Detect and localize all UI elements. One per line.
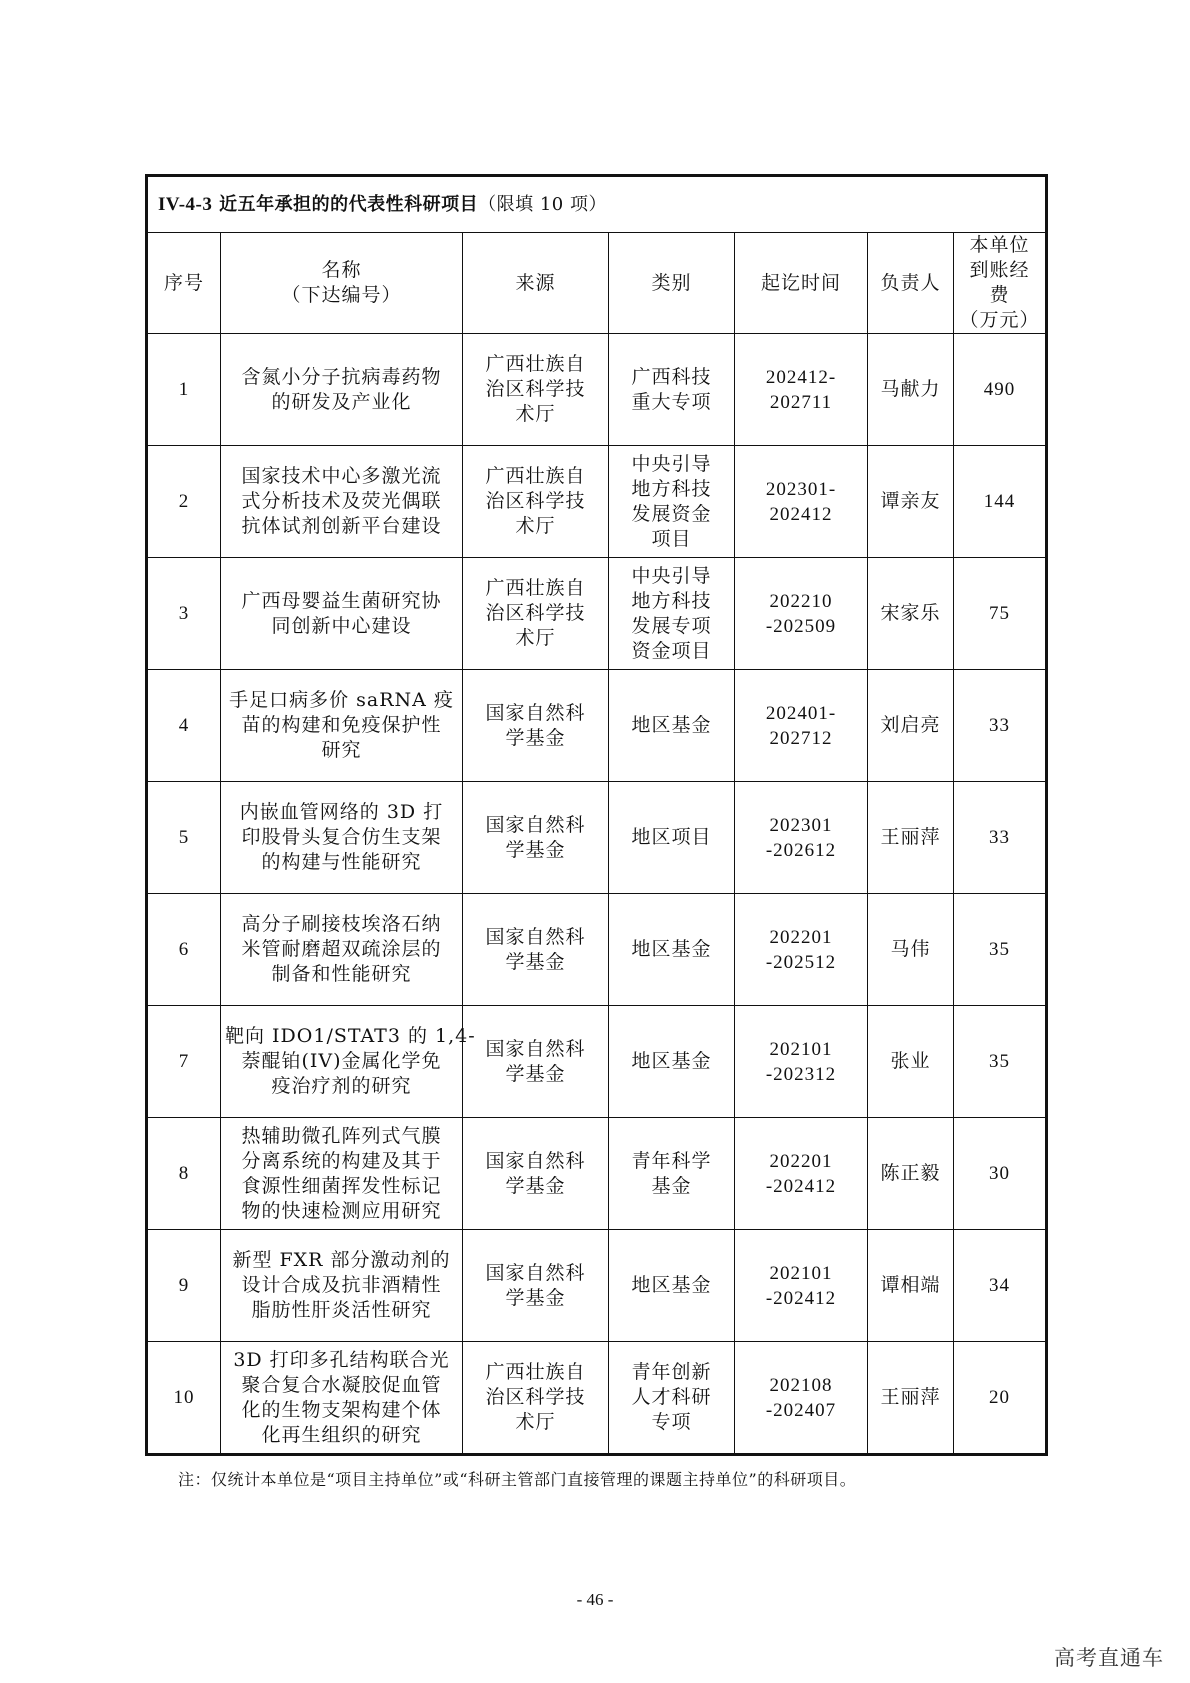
- cell-period: [735, 334, 868, 446]
- table-row: [147, 1230, 1047, 1342]
- cell-category: [609, 446, 735, 558]
- cell-name-line: 苗的构建和免疫保护性: [241, 714, 442, 736]
- cell-funds: 20: [954, 1342, 1047, 1455]
- cell-period: [735, 1006, 868, 1118]
- cell-period: [735, 1230, 868, 1342]
- cell-name-line: 物的快速检测应用研究: [241, 1199, 442, 1222]
- cell-period-line: 202108: [769, 1374, 833, 1396]
- header-name: [221, 233, 463, 334]
- cell-category-line: 资金项目: [631, 639, 712, 662]
- cell-leader: 张业: [868, 1006, 954, 1118]
- cell-name-line: 含氮小分子抗病毒药物: [241, 365, 442, 388]
- cell-source-line: 学基金: [505, 950, 566, 973]
- cell-period: [735, 782, 868, 894]
- cell-source-line: 国家自然科: [485, 813, 586, 836]
- cell-name-line: 广西母婴益生菌研究协: [241, 589, 442, 612]
- cell-period-line: -202509: [765, 615, 837, 637]
- cell-name-line: 设计合成及抗非酒精性: [241, 1274, 442, 1296]
- cell-index: 8: [147, 1118, 221, 1230]
- cell-name-line: 分离系统的构建及其于: [241, 1149, 442, 1172]
- header-period: 起讫时间: [735, 233, 868, 334]
- cell-period: [735, 894, 868, 1006]
- cell-name-line: 同创新中心建设: [271, 614, 412, 637]
- cell-source: [463, 1118, 609, 1230]
- cell-category-line: 地区基金: [631, 714, 712, 736]
- cell-source: [463, 1342, 609, 1455]
- cell-period-line: 202210: [769, 590, 833, 612]
- cell-category: [609, 670, 735, 782]
- cell-name-line: 研究: [321, 739, 362, 761]
- header-category: 类别: [609, 233, 735, 334]
- title-row: [147, 176, 1047, 233]
- table-row: [147, 670, 1047, 782]
- cell-category-line: 地区项目: [631, 826, 712, 848]
- cell-source: [463, 446, 609, 558]
- cell-category-line: 广西科技: [631, 365, 712, 388]
- cell-name: [221, 334, 463, 446]
- cell-period-line: 202412: [769, 503, 833, 525]
- cell-funds: 490: [954, 334, 1047, 446]
- cell-category-line: 专项: [651, 1411, 692, 1433]
- cell-period-line: 202201: [769, 1150, 833, 1172]
- cell-funds: 33: [954, 670, 1047, 782]
- cell-name-line: 3D 打印多孔结构联合光: [233, 1348, 450, 1371]
- cell-source: [463, 894, 609, 1006]
- header-index: 序号: [147, 233, 221, 334]
- cell-name: [221, 1342, 463, 1455]
- cell-category-line: 基金: [651, 1174, 692, 1197]
- cell-index: 7: [147, 1006, 221, 1118]
- cell-category: [609, 782, 735, 894]
- watermark: 高考直通车: [1054, 1646, 1164, 1670]
- cell-source-line: 广西壮族自: [485, 353, 586, 375]
- cell-funds: 35: [954, 894, 1047, 1006]
- cell-source-line: 治区科学技: [485, 378, 586, 400]
- table-row: [147, 558, 1047, 670]
- cell-category: [609, 1342, 735, 1455]
- cell-source-line: 广西壮族自: [485, 465, 586, 487]
- cell-name: [221, 1118, 463, 1230]
- cell-source-line: 学基金: [505, 1174, 566, 1197]
- cell-period-line: -202412: [765, 1287, 837, 1309]
- section-code: IV-4-3: [158, 194, 213, 215]
- cell-name-line: 的构建与性能研究: [261, 851, 422, 873]
- cell-name-line: 化再生组织的研究: [261, 1423, 422, 1446]
- cell-name-line: 疫治疗剂的研究: [271, 1075, 412, 1097]
- cell-period: [735, 446, 868, 558]
- cell-name-line: 内嵌血管网络的 3D 打: [239, 801, 444, 823]
- cell-source-line: 学基金: [505, 1062, 566, 1085]
- table-row: [147, 1006, 1047, 1118]
- cell-category-line: 发展资金: [631, 502, 712, 525]
- cell-source-line: 广西壮族自: [485, 1361, 586, 1383]
- footnote: 注：仅统计本单位是“项目主持单位”或“科研主管部门直接管理的课题主持单位”的科研项目。: [178, 1470, 857, 1489]
- cell-leader: 刘启亮: [868, 670, 954, 782]
- cell-category-line: 项目: [651, 527, 692, 550]
- cell-name-line: 式分析技术及荧光偶联: [241, 490, 442, 512]
- cell-index: 6: [147, 894, 221, 1006]
- cell-source-line: 国家自然科: [485, 1037, 586, 1060]
- header-name-line: （下达编号）: [281, 284, 402, 306]
- table-row: [147, 334, 1047, 446]
- cell-funds: 75: [954, 558, 1047, 670]
- cell-source-line: 国家自然科: [485, 1149, 586, 1172]
- cell-category-line: 地区基金: [631, 938, 712, 960]
- cell-name-line: 萘醌铂(IV)金属化学免: [241, 1050, 442, 1072]
- cell-period-line: 202412-: [765, 366, 837, 388]
- cell-name-line: 新型 FXR 部分激动剂的: [232, 1249, 451, 1271]
- table-body: [147, 176, 1047, 1455]
- cell-source: [463, 558, 609, 670]
- cell-source-line: 国家自然科: [485, 925, 586, 948]
- cell-leader: 谭亲友: [868, 446, 954, 558]
- header-funds-line: 费: [989, 284, 1010, 306]
- cell-name-line: 手足口病多价 saRNA 疫: [229, 689, 454, 711]
- cell-name: [221, 670, 463, 782]
- cell-index: 4: [147, 670, 221, 782]
- cell-source-line: 术厅: [515, 403, 556, 425]
- cell-period: [735, 1342, 868, 1455]
- cell-source: [463, 334, 609, 446]
- cell-leader: 宋家乐: [868, 558, 954, 670]
- cell-category-line: 中央引导: [631, 564, 712, 587]
- cell-category: [609, 894, 735, 1006]
- cell-leader: 马伟: [868, 894, 954, 1006]
- cell-category: [609, 1230, 735, 1342]
- cell-name-line: 热辅助微孔阵列式气膜: [241, 1124, 442, 1147]
- cell-index: 3: [147, 558, 221, 670]
- header-funds-line: 到账经: [969, 259, 1030, 281]
- cell-source-line: 学基金: [505, 1286, 566, 1309]
- table-row: [147, 782, 1047, 894]
- cell-name: [221, 894, 463, 1006]
- cell-period: [735, 558, 868, 670]
- cell-funds: 30: [954, 1118, 1047, 1230]
- cell-category-line: 青年创新: [631, 1361, 712, 1383]
- cell-source-line: 治区科学技: [485, 1386, 586, 1408]
- cell-source-line: 广西壮族自: [485, 577, 586, 599]
- cell-name-line: 食源性细菌挥发性标记: [241, 1174, 442, 1197]
- cell-leader: 陈正毅: [868, 1118, 954, 1230]
- cell-source-line: 治区科学技: [485, 602, 586, 624]
- cell-category: [609, 334, 735, 446]
- cell-funds: 34: [954, 1230, 1047, 1342]
- cell-period-line: 202101: [769, 1038, 833, 1060]
- cell-period-line: 202101: [769, 1262, 833, 1284]
- cell-category-line: 青年科学: [631, 1149, 712, 1172]
- cell-funds: 35: [954, 1006, 1047, 1118]
- cell-index: 2: [147, 446, 221, 558]
- cell-name-line: 制备和性能研究: [271, 963, 412, 985]
- cell-name-line: 的研发及产业化: [271, 390, 412, 413]
- section-title: [147, 176, 1047, 233]
- cell-name-line: 化的生物支架构建个体: [241, 1398, 442, 1421]
- cell-category-line: 地方科技: [631, 477, 712, 500]
- header-leader: 负责人: [868, 233, 954, 334]
- header-name-line: 名称: [321, 259, 362, 281]
- cell-category-line: 发展专项: [631, 614, 712, 637]
- page-number: - 46 -: [576, 1590, 614, 1609]
- cell-name-line: 国家技术中心多激光流: [241, 465, 442, 487]
- cell-name-line: 印股骨头复合仿生支架: [241, 826, 442, 848]
- section-title-text: 近五年承担的的代表性科研项目: [212, 194, 479, 215]
- cell-category: [609, 1006, 735, 1118]
- header-row: [147, 233, 1047, 334]
- cell-period-line: -202312: [765, 1063, 837, 1085]
- cell-period-line: 202712: [769, 727, 833, 749]
- cell-category: [609, 558, 735, 670]
- cell-source-line: 国家自然科: [485, 701, 586, 724]
- cell-name-line: 聚合复合水凝胶促血管: [241, 1373, 442, 1396]
- cell-period-line: -202512: [765, 951, 837, 973]
- cell-period-line: 202201: [769, 926, 833, 948]
- table-row: [147, 446, 1047, 558]
- cell-period-line: 202711: [769, 391, 833, 413]
- header-funds-line: （万元）: [959, 309, 1040, 331]
- cell-funds: 33: [954, 782, 1047, 894]
- cell-period-line: 202301-: [765, 478, 837, 500]
- cell-category-line: 地方科技: [631, 589, 712, 612]
- header-funds: [954, 233, 1047, 334]
- cell-source: [463, 1006, 609, 1118]
- cell-category-line: 中央引导: [631, 452, 712, 475]
- cell-category-line: 人才科研: [631, 1386, 712, 1408]
- cell-leader: 马献力: [868, 334, 954, 446]
- cell-source: [463, 1230, 609, 1342]
- table-row: [147, 1342, 1047, 1455]
- cell-source: [463, 670, 609, 782]
- table-row: [147, 1118, 1047, 1230]
- cell-name-line: 高分子刷接枝埃洛石纳: [241, 913, 442, 935]
- cell-period-line: -202407: [765, 1399, 837, 1421]
- cell-name: [221, 782, 463, 894]
- cell-name: [221, 1006, 476, 1118]
- cell-leader: 王丽萍: [868, 1342, 954, 1455]
- cell-category-line: 地区基金: [631, 1274, 712, 1296]
- cell-source-line: 国家自然科: [485, 1261, 586, 1284]
- cell-category: [609, 1118, 735, 1230]
- cell-source-line: 治区科学技: [485, 490, 586, 512]
- cell-category-line: 重大专项: [631, 390, 712, 413]
- cell-funds: 144: [954, 446, 1047, 558]
- cell-period-line: 202401-: [765, 702, 837, 724]
- cell-name-line: 米管耐磨超双疏涂层的: [241, 938, 442, 960]
- cell-name-line: 靶向 IDO1/STAT3 的 1,4-: [225, 1025, 476, 1047]
- cell-period-line: 202301: [769, 814, 833, 836]
- cell-period-line: -202612: [765, 839, 837, 861]
- cell-name: [221, 558, 463, 670]
- cell-index: 9: [147, 1230, 221, 1342]
- cell-category-line: 地区基金: [631, 1050, 712, 1072]
- cell-source-line: 术厅: [515, 627, 556, 649]
- cell-period: [735, 670, 868, 782]
- section-note: （限填 10 项）: [478, 194, 607, 215]
- cell-name: [221, 1230, 463, 1342]
- cell-source-line: 术厅: [515, 515, 556, 537]
- cell-period: [735, 1118, 868, 1230]
- cell-source: [463, 782, 609, 894]
- cell-index: 10: [147, 1342, 221, 1455]
- cell-leader: 王丽萍: [868, 782, 954, 894]
- cell-source-line: 学基金: [505, 726, 566, 749]
- cell-index: 5: [147, 782, 221, 894]
- cell-leader: 谭相端: [868, 1230, 954, 1342]
- cell-name-line: 脂肪性肝炎活性研究: [251, 1299, 432, 1321]
- table-row: [147, 894, 1047, 1006]
- cell-name: [221, 446, 463, 558]
- cell-source-line: 学基金: [505, 838, 566, 861]
- cell-name-line: 抗体试剂创新平台建设: [241, 515, 442, 537]
- header-funds-line: 本单位: [969, 234, 1030, 256]
- cell-source-line: 术厅: [515, 1411, 556, 1433]
- research-projects-table: [145, 174, 1048, 1456]
- cell-index: 1: [147, 334, 221, 446]
- cell-period-line: -202412: [765, 1175, 837, 1197]
- header-source: 来源: [463, 233, 609, 334]
